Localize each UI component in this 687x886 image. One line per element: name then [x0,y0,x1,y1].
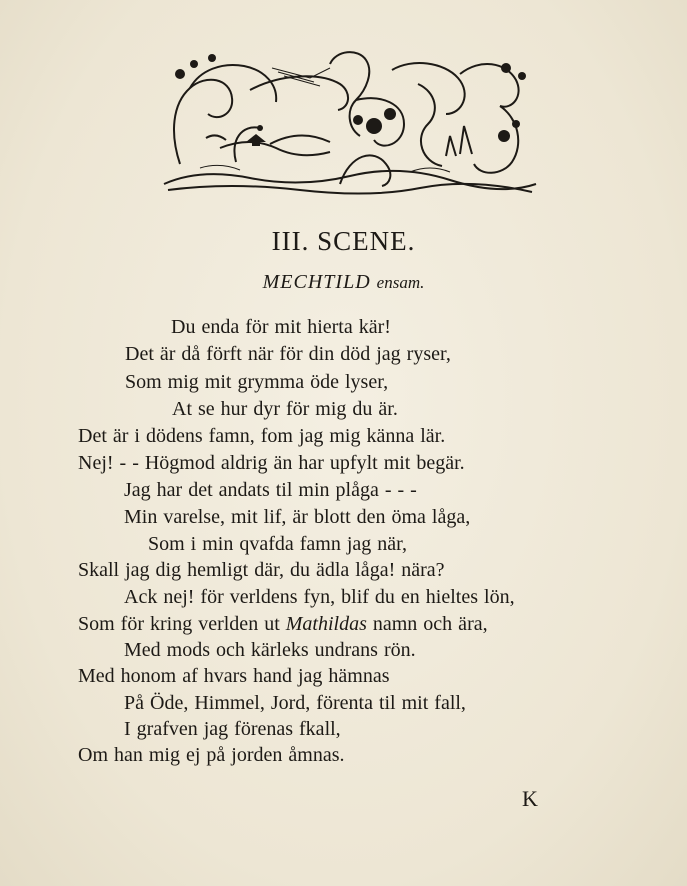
verse-line: Det är i dödens famn, fom jag mig känna lär. [78,425,446,447]
verse-line-text: namn och ära, [366,613,488,635]
verse-line-emphasis: Mathildas [285,613,367,635]
verse-line: Det är då förft när för din död jag ryser, [125,343,451,365]
scene-title: III. SCENE. [271,226,416,256]
verse-line: Med honom af hvars hand jag hämnas [78,665,390,687]
verse-line: Jag har det andats til min plåga - - - [124,479,417,501]
verse-line [78,611,488,637]
speaker-name: MECHTILD [262,271,371,293]
stage-direction: ensam. [376,273,425,292]
verse-line: På Öde, Himmel, Jord, förenta til mit fall, [124,692,466,714]
verse-line: Ack nej! för verldens fyn, blif du en hieltes lön, [124,586,515,608]
catchword: K [522,786,538,811]
verse-line: I grafven jag förenas fkall, [124,718,341,740]
verse-line: Skall jag dig hemligt där, du ädla låga! nära? [78,559,445,581]
verse-line-text: Som för kring verlden ut [78,613,286,635]
verse-line: Med mods och kärleks undrans rön. [124,639,416,661]
verse-line: Som i min qvafda famn jag när, [148,533,408,555]
verse-line: Nej! - - Högmod aldrig än har upfylt mit begär. [78,452,465,474]
verse-line: At se hur dyr för mig du är. [172,398,398,420]
verse-line: Som mig mit grymma öde lyser, [125,371,389,393]
verse-line: Om han mig ej på jorden åmnas. [78,744,345,766]
verse-line: Min varelse, mit lif, är blott den öma låga, [124,506,471,528]
verse-line: Du enda för mit hierta kär! [171,316,391,338]
